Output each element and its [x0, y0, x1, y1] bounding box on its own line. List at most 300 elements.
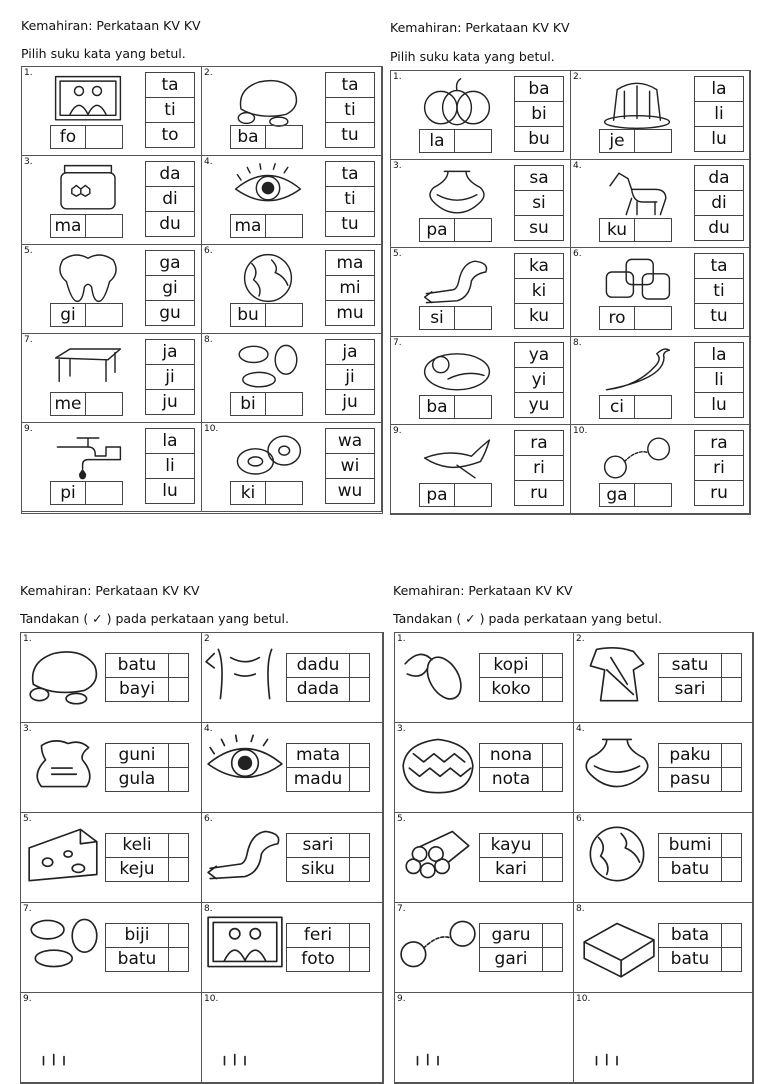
word-option: gula: [118, 769, 156, 789]
word-choices: [658, 833, 742, 882]
cheese-icon: [23, 821, 105, 887]
item-picture: [220, 73, 316, 131]
tick-box[interactable]: [168, 678, 188, 701]
item-picture: [397, 641, 479, 711]
given-syllable: ga: [600, 484, 635, 506]
exercise-item: [395, 813, 574, 903]
syllable-options: [694, 253, 744, 329]
item-picture: [409, 166, 505, 224]
syllable-option[interactable]: ku: [528, 306, 550, 327]
item-picture: [397, 821, 479, 891]
syllable-option[interactable]: to: [161, 125, 179, 145]
exercise-item: [21, 723, 202, 813]
given-syllable: pa: [420, 484, 455, 506]
exercise-item: [202, 334, 382, 423]
tick-box[interactable]: [542, 924, 562, 948]
answer-blank[interactable]: [635, 484, 671, 506]
word-option: mata: [287, 744, 349, 768]
exercise-item: [391, 425, 571, 514]
exercise-item: [571, 71, 750, 160]
item-picture: [589, 431, 685, 489]
item-number: 7.: [397, 904, 406, 914]
baby-icon: [409, 343, 505, 397]
tick-box[interactable]: [349, 654, 369, 678]
tick-box[interactable]: [542, 744, 562, 768]
answer-blank[interactable]: [86, 482, 122, 504]
item-picture: [40, 429, 136, 487]
exercise-item: [395, 723, 574, 813]
tick-box[interactable]: [542, 948, 562, 971]
syllable-option[interactable]: li: [146, 454, 194, 479]
handcuffs-icon: [589, 431, 685, 485]
syllable-option[interactable]: di: [695, 191, 743, 216]
answer-box: [599, 306, 672, 330]
eye-icon: [220, 162, 316, 216]
tick-box[interactable]: [721, 654, 741, 678]
syllable-options: [514, 342, 564, 418]
syllable-option[interactable]: ru: [710, 483, 728, 504]
word-option: dada: [296, 679, 340, 699]
answer-blank[interactable]: [86, 215, 122, 237]
item-picture: [576, 641, 658, 711]
given-syllable: bu: [231, 304, 266, 326]
item-number: 1.: [23, 634, 32, 644]
word-choices: [105, 833, 189, 882]
exercise-item: [21, 633, 202, 723]
word-option: dadu: [287, 654, 349, 678]
item-number: 1.: [397, 634, 406, 644]
syllable-option[interactable]: bi: [515, 102, 563, 127]
tick-box[interactable]: [349, 924, 369, 948]
syllable-option[interactable]: ta: [146, 73, 194, 98]
exercise-item: [202, 67, 382, 156]
item-number: 7.: [393, 337, 402, 348]
syllable-option[interactable]: gu: [159, 303, 181, 323]
brick-icon: [576, 911, 658, 977]
answer-box: [230, 303, 303, 327]
syllable-option[interactable]: bu: [528, 129, 550, 149]
syllable-option[interactable]: ka: [515, 254, 563, 279]
tick-box[interactable]: [168, 924, 188, 948]
syllable-option[interactable]: ja: [146, 340, 194, 365]
answer-box: [599, 218, 672, 242]
word-option: garu: [480, 924, 542, 948]
sack-icon: [23, 731, 105, 797]
item-picture: [409, 254, 505, 312]
exercise-item: [202, 813, 383, 903]
family-photo-icon: [204, 911, 286, 977]
answer-blank[interactable]: [86, 126, 122, 148]
word-option: paku: [659, 744, 721, 768]
kiwi-icon: [220, 429, 316, 483]
item-number: 9.: [23, 994, 32, 1004]
exercise-item: [574, 993, 753, 1083]
given-syllable: bi: [231, 393, 266, 415]
syllable-option[interactable]: di: [146, 187, 194, 212]
syllable-options: [514, 165, 564, 241]
exercise-item: [202, 903, 383, 993]
answer-box: [419, 129, 492, 153]
answer-blank[interactable]: [86, 304, 122, 326]
syllable-option[interactable]: la: [695, 343, 743, 368]
answer-box: [50, 303, 123, 327]
word-option: pasu: [669, 769, 711, 789]
exercise-grid: [390, 70, 751, 515]
skill-heading: Kemahiran: Perkataan KV KV: [393, 583, 573, 598]
syllable-option[interactable]: lu: [711, 129, 727, 149]
honey-jar-icon: [40, 162, 136, 216]
elbow-icon: [204, 821, 286, 887]
tick-box[interactable]: [542, 678, 562, 701]
exercise-grid: [394, 632, 754, 1084]
syllable-option[interactable]: su: [529, 217, 549, 238]
exercise-grid: [20, 632, 384, 1084]
exercise-item: [22, 156, 202, 245]
word-option: siku: [301, 859, 335, 879]
answer-box: [419, 483, 492, 507]
skill-heading: Kemahiran: Perkataan KV KV: [20, 583, 200, 598]
syllable-option[interactable]: ju: [342, 392, 358, 412]
answer-box: [50, 481, 123, 505]
word-option: feri: [287, 924, 349, 948]
syllable-option[interactable]: la: [146, 429, 194, 454]
answer-blank[interactable]: [266, 304, 302, 326]
item-number: 1.: [393, 72, 402, 82]
tick-box[interactable]: [721, 924, 741, 948]
syllable-option[interactable]: wa: [326, 429, 374, 454]
tooth-icon: [40, 251, 136, 305]
item-number: 10.: [204, 424, 219, 434]
answer-box: [419, 218, 492, 242]
syllable-option[interactable]: sa: [515, 166, 563, 191]
word-choices: [105, 743, 189, 792]
item-picture: [204, 911, 286, 981]
answer-blank[interactable]: [635, 219, 671, 241]
worksheet-3: [0, 570, 384, 1024]
item-number: 4.: [204, 724, 213, 734]
beans-icon: [220, 340, 316, 394]
item-number: 6.: [204, 246, 213, 256]
given-syllable: si: [420, 307, 455, 329]
item-picture: [220, 251, 316, 309]
exercise-item: [202, 993, 383, 1083]
item-number: 7.: [23, 904, 32, 914]
item-picture: [589, 343, 685, 401]
syllable-option[interactable]: ti: [326, 98, 374, 123]
exercise-item: [21, 903, 202, 993]
family-photo-icon: [40, 73, 136, 127]
eye-icon: [204, 731, 286, 797]
syllable-option[interactable]: gi: [146, 276, 194, 301]
tick-box[interactable]: [721, 948, 741, 971]
item-number: 4.: [573, 160, 582, 171]
item-picture: [40, 251, 136, 309]
tick-box[interactable]: [721, 834, 741, 858]
answer-blank[interactable]: [266, 215, 302, 237]
given-syllable: gi: [51, 304, 86, 326]
item-number: 3.: [24, 157, 33, 167]
item-picture: [204, 821, 286, 891]
item-number: 5.: [393, 249, 402, 260]
syllable-option[interactable]: ru: [530, 483, 548, 504]
syllable-option[interactable]: ya: [515, 343, 563, 368]
syllable-option[interactable]: ti: [146, 98, 194, 123]
syllable-option[interactable]: du: [159, 214, 181, 234]
stingray-icon: [409, 431, 505, 485]
syllable-option[interactable]: ra: [695, 431, 743, 456]
word-choices: [105, 923, 189, 972]
item-number: 5.: [397, 814, 406, 824]
syllable-option[interactable]: tu: [341, 214, 359, 234]
tick-box[interactable]: [168, 948, 188, 971]
syllable-option[interactable]: si: [515, 191, 563, 216]
tick-box[interactable]: [721, 768, 741, 791]
answer-blank[interactable]: [635, 130, 671, 152]
answer-blank[interactable]: [455, 130, 491, 152]
syllable-option[interactable]: tu: [710, 306, 728, 327]
custard-apple-icon: [397, 731, 479, 797]
syllable-option[interactable]: ri: [515, 456, 563, 481]
exercise-item: [202, 245, 382, 334]
syllable-option[interactable]: ta: [695, 254, 743, 279]
tick-box[interactable]: [168, 744, 188, 768]
syllable-option[interactable]: ta: [326, 162, 374, 187]
given-syllable: me: [51, 393, 86, 415]
skill-heading: Kemahiran: Perkataan KV KV: [21, 18, 201, 33]
answer-box: [599, 483, 672, 507]
answer-box: [419, 395, 492, 419]
answer-blank[interactable]: [266, 126, 302, 148]
syllable-option[interactable]: yu: [528, 394, 550, 415]
exercise-item: [22, 423, 202, 512]
syllable-option[interactable]: ji: [326, 365, 374, 390]
answer-blank[interactable]: [635, 307, 671, 329]
answer-blank[interactable]: [455, 484, 491, 506]
syllable-option[interactable]: da: [146, 162, 194, 187]
tick-box[interactable]: [168, 834, 188, 858]
answer-blank[interactable]: [455, 307, 491, 329]
word-option: kayu: [480, 834, 542, 858]
item-picture: [589, 77, 685, 135]
item-picture: [397, 1001, 479, 1071]
given-syllable: pa: [420, 219, 455, 241]
item-picture: [204, 1001, 286, 1071]
syllable-option[interactable]: li: [695, 368, 743, 393]
item-picture: [40, 73, 136, 131]
word-choices: [658, 743, 742, 792]
tick-box[interactable]: [349, 768, 369, 791]
answer-blank[interactable]: [266, 393, 302, 415]
word-option: gari: [494, 949, 528, 969]
exercise-item: [574, 813, 753, 903]
item-picture: [397, 731, 479, 801]
item-picture: [576, 731, 658, 801]
syllable-option[interactable]: ga: [146, 251, 194, 276]
item-picture: [40, 340, 136, 398]
item-number: 9.: [393, 426, 402, 437]
syllable-option[interactable]: yi: [515, 368, 563, 393]
exercise-item: [391, 160, 571, 249]
syllable-option[interactable]: mu: [336, 303, 364, 323]
item-number: 3.: [393, 160, 402, 171]
syllable-options: [514, 253, 564, 329]
item-picture: [576, 911, 658, 981]
word-option: nona: [480, 744, 542, 768]
syllable-option[interactable]: ta: [326, 73, 374, 98]
exercise-item: [202, 156, 382, 245]
syllable-option[interactable]: da: [695, 166, 743, 191]
bread-icon: [589, 254, 685, 308]
item-number: 8.: [573, 337, 582, 348]
word-option: satu: [659, 654, 721, 678]
tick-box[interactable]: [542, 834, 562, 858]
given-syllable: ci: [600, 396, 635, 418]
word-choices: [479, 743, 563, 792]
item-picture: [220, 162, 316, 220]
answer-box: [50, 125, 123, 149]
tick-box[interactable]: [721, 678, 741, 701]
word-option: kopi: [480, 654, 542, 678]
item-number: 4.: [576, 724, 585, 734]
word-option: koko: [491, 679, 531, 699]
item-number: 2.: [204, 68, 213, 78]
syllable-option[interactable]: ri: [695, 456, 743, 481]
answer-blank[interactable]: [455, 219, 491, 241]
answer-box: [50, 214, 123, 238]
tick-box[interactable]: [168, 858, 188, 881]
syllable-option[interactable]: ji: [146, 365, 194, 390]
jelly-icon: [589, 77, 685, 131]
globe-icon: [220, 251, 316, 305]
word-option: keju: [119, 859, 155, 879]
syllable-option[interactable]: wi: [326, 454, 374, 479]
syllable-options: [145, 72, 195, 148]
word-option: batu: [670, 949, 710, 969]
answer-box: [230, 125, 303, 149]
tick-box[interactable]: [721, 744, 741, 768]
answer-box: [230, 392, 303, 416]
beans-icon: [23, 911, 105, 977]
syllable-options: [325, 428, 375, 504]
item-number: 3.: [397, 724, 406, 734]
item-picture: [23, 641, 105, 711]
syllable-option[interactable]: tu: [341, 125, 359, 145]
item-picture: [589, 254, 685, 312]
item-number: 8.: [204, 904, 213, 914]
tick-box[interactable]: [349, 948, 369, 971]
item-number: 5.: [23, 814, 32, 824]
exercise-item: [395, 993, 574, 1083]
word-choices: [658, 923, 742, 972]
item-number: 9.: [24, 424, 33, 434]
syllable-option[interactable]: li: [695, 102, 743, 127]
item-number: 3.: [23, 724, 32, 734]
item-number: 8.: [576, 904, 585, 914]
exercise-item: [391, 71, 571, 160]
word-option: madu: [293, 769, 343, 789]
syllable-option[interactable]: ti: [695, 279, 743, 304]
answer-box: [50, 392, 123, 416]
exercise-item: [395, 633, 574, 723]
syllable-options: [325, 339, 375, 415]
given-syllable: ki: [231, 482, 266, 504]
given-syllable: ma: [51, 215, 86, 237]
given-syllable: ba: [231, 126, 266, 148]
given-syllable: pi: [51, 482, 86, 504]
syllable-option[interactable]: wu: [337, 481, 363, 501]
item-picture: [576, 1001, 658, 1071]
word-choices: [479, 923, 563, 972]
syllable-option[interactable]: ju: [162, 392, 178, 412]
exercise-item: [22, 245, 202, 334]
tick-box[interactable]: [542, 768, 562, 791]
syllable-option[interactable]: ba: [515, 77, 563, 102]
item-picture: [40, 162, 136, 220]
vase-icon: [409, 166, 505, 220]
cut-off-icon: [397, 1001, 479, 1067]
word-choices: [286, 833, 370, 882]
tick-box[interactable]: [168, 654, 188, 678]
given-syllable: ba: [420, 396, 455, 418]
stones-icon: [23, 641, 105, 707]
tick-box[interactable]: [349, 858, 369, 881]
item-number: 2.: [573, 72, 582, 82]
syllable-option[interactable]: la: [695, 77, 743, 102]
syllable-options: [325, 250, 375, 326]
word-option: batu: [117, 949, 157, 969]
syllable-option[interactable]: ja: [326, 340, 374, 365]
syllable-option[interactable]: lu: [711, 394, 727, 415]
syllable-options: [325, 72, 375, 148]
cut-off-icon: [23, 1001, 105, 1067]
syllable-options: [145, 339, 195, 415]
answer-blank[interactable]: [455, 396, 491, 418]
syllable-option[interactable]: ma: [326, 251, 374, 276]
syllable-option[interactable]: mi: [326, 276, 374, 301]
answer-blank[interactable]: [635, 396, 671, 418]
syllable-option[interactable]: ra: [515, 431, 563, 456]
syllable-option[interactable]: ki: [515, 279, 563, 304]
word-choices: [286, 653, 370, 702]
exercise-item: [21, 813, 202, 903]
tap-icon: [40, 429, 136, 483]
item-picture: [409, 431, 505, 489]
tick-box[interactable]: [349, 744, 369, 768]
cut-off-icon: [204, 1001, 286, 1067]
tick-box[interactable]: [168, 768, 188, 791]
horse-icon: [589, 166, 685, 220]
answer-box: [230, 214, 303, 238]
tick-box[interactable]: [349, 678, 369, 701]
answer-blank[interactable]: [266, 482, 302, 504]
tick-box[interactable]: [721, 858, 741, 881]
item-picture: [589, 166, 685, 224]
tick-box[interactable]: [349, 834, 369, 858]
item-number: 4.: [204, 157, 213, 167]
item-number: 7.: [24, 335, 33, 345]
item-number: 10.: [576, 994, 591, 1004]
syllable-options: [145, 250, 195, 326]
tick-box[interactable]: [542, 858, 562, 881]
syllable-option[interactable]: lu: [162, 481, 178, 501]
instruction: Tandakan ( ✓ ) pada perkataan yang betul.: [20, 611, 289, 626]
tick-box[interactable]: [542, 654, 562, 678]
exercise-item: [391, 248, 571, 337]
syllable-option[interactable]: ti: [326, 187, 374, 212]
syllable-option[interactable]: du: [708, 217, 730, 238]
item-number: 5.: [24, 246, 33, 256]
answer-blank[interactable]: [86, 393, 122, 415]
